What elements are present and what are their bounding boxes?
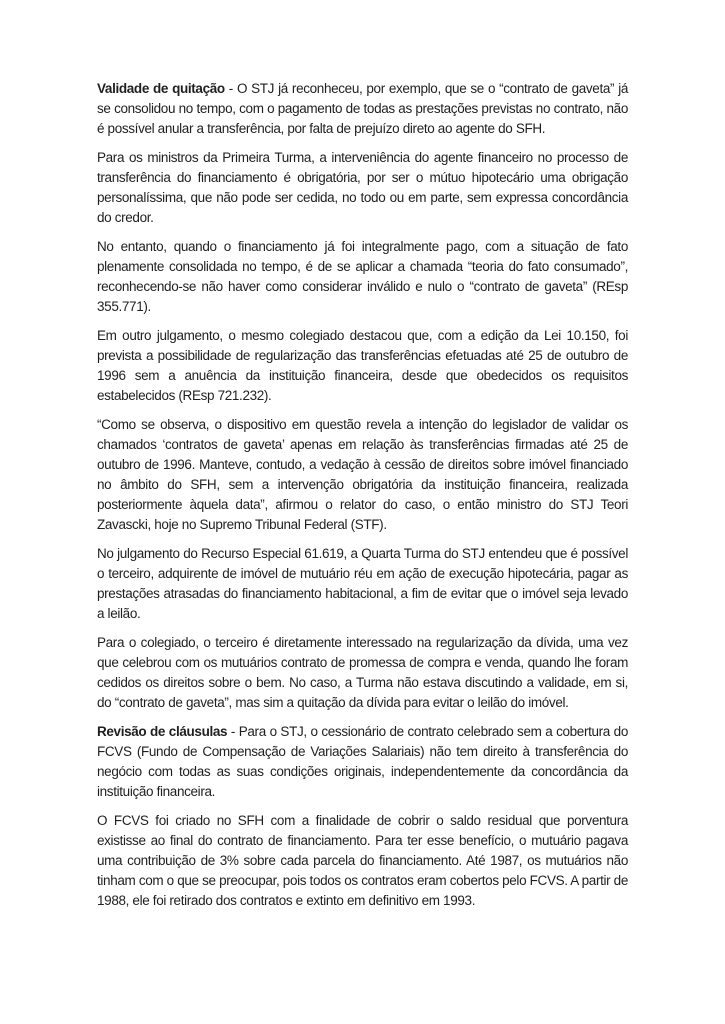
paragraph xyxy=(97,148,628,228)
paragraph-text: No julgamento do Recurso Especial 61.619, a Quarta Turma do STJ entendeu que é possível o terceiro, adquirente de imóvel de mutuário réu em ação de execução hipotecária, pagar as prestações atrasadas do financiamento habitacional, a fim de evitar que o imóvel seja levado a leilão. xyxy=(97,546,628,621)
paragraph-quote xyxy=(97,415,628,535)
paragraph-text: - O STJ já reconheceu, por exemplo, que se o “contrato de gaveta” já se consolidou no tempo, com o pagamento de todas as prestações previstas no contrato, não é possível anular a transferência, por falta de prejuízo direto ao agente do SFH. xyxy=(97,81,628,136)
paragraph-lead: Revisão de cláusulas xyxy=(97,724,228,739)
document-body xyxy=(97,79,628,920)
paragraph xyxy=(97,326,628,406)
paragraph-text: “Como se observa, o dispositivo em questão revela a intenção do legislador de validar os chamados ‘contratos de gaveta’ apenas em relação às transferências firmadas até 25 de outubro de 1996. Manteve, contudo, a vedação à cessão de direitos sobre imóvel financiado no âmbito do SFH, sem a intervenção obrigatória da instituição financeira, realizada posteriormente àquela data”, afirmou o relator do caso, o então ministro do STJ Teori Zavascki, hoje no Supremo Tribunal Federal (STF). xyxy=(97,417,628,532)
paragraph-text: Em outro julgamento, o mesmo colegiado destacou que, com a edição da Lei 10.150, foi prevista a possibilidade de regularização das transferências efetuadas até 25 de outubro de 1996 sem a anuência da instituição financeira, desde que obedecidos os requisitos estabelecidos (REsp 721.232). xyxy=(97,328,628,403)
paragraph xyxy=(97,237,628,317)
paragraph-lead: Validade de quitação xyxy=(97,81,225,96)
paragraph xyxy=(97,544,628,624)
paragraph-revisao-de-clausulas xyxy=(97,722,628,802)
paragraph xyxy=(97,633,628,713)
paragraph-text: No entanto, quando o financiamento já foi integralmente pago, com a situação de fato plenamente consolidada no tempo, é de se aplicar a chamada “teoria do fato consumado”, reconhecendo-se não haver como considerar inválido e nulo o “contrato de gaveta” (REsp 355.771). xyxy=(97,239,628,314)
paragraph-text: Para o colegiado, o terceiro é diretamente interessado na regularização da dívida, uma vez que celebrou com os mutuários contrato de promessa de compra e venda, quando lhe foram cedidos os direitos sobre o bem. No caso, a Turma não estava discutindo a validade, em si, do “contrato de gaveta”, mas sim a quitação da dívida para evitar o leilão do imóvel. xyxy=(97,635,628,710)
paragraph-text: O FCVS foi criado no SFH com a finalidade de cobrir o saldo residual que porventura existisse ao final do contrato de financiamento. Para ter esse benefício, o mutuário pagava uma contribuição de 3% sobre cada parcela do financiamento. Até 1987, os mutuários não tinham com o que se preocupar, pois todos os contratos eram cobertos pelo FCVS. A partir de 1988, ele foi retirado dos contratos e extinto em definitivo em 1993. xyxy=(97,813,628,908)
paragraph-text: - Para o STJ, o cessionário de contrato celebrado sem a cobertura do FCVS (Fundo de Compensação de Variações Salariais) não tem direito à transferência do negócio com todas as suas condições originais, independentemente da concordância da instituição financeira. xyxy=(97,724,628,799)
paragraph-validade-de-quitacao xyxy=(97,79,628,139)
paragraph-text: Para os ministros da Primeira Turma, a interveniência do agente financeiro no processo de transferência do financiamento é obrigatória, por ser o mútuo hipotecário uma obrigação personalíssima, que não pode ser cedida, no todo ou em parte, sem expressa concordância do credor. xyxy=(97,150,628,225)
paragraph xyxy=(97,811,628,911)
